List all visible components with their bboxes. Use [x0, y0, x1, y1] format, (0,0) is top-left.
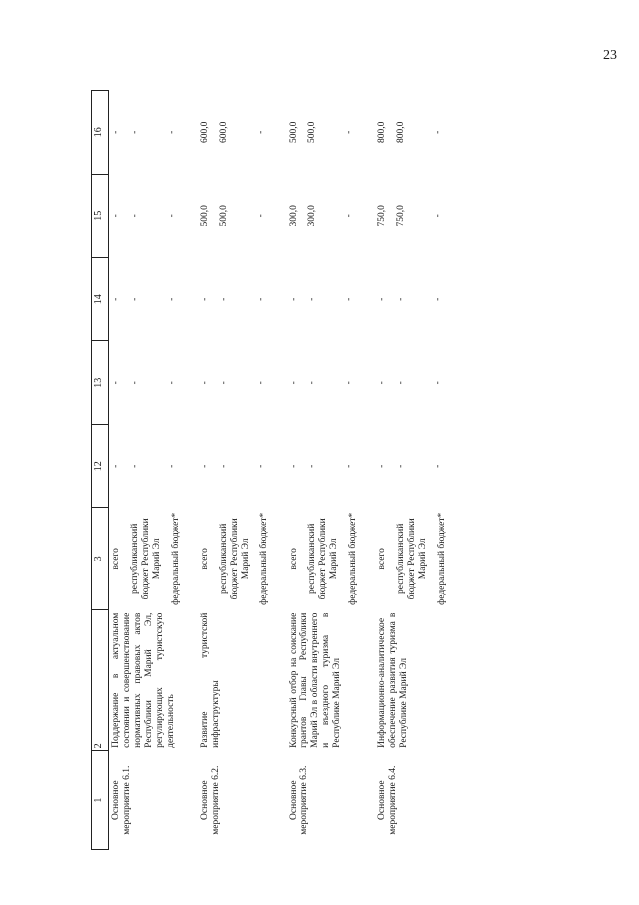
- event-description-cell: Конкурсный отбор на соискание грантов Главы Республики Марий Эл в области внутреннего и въездного туризма в Республике Марий Эл: [288, 612, 343, 748]
- table-row: [109, 91, 188, 850]
- page-number: 23: [603, 48, 617, 63]
- funding-source-label: республиканский бюджет Республики Марий Эл: [396, 518, 429, 600]
- spacer-cell: [277, 424, 287, 507]
- value-item: -: [166, 464, 177, 468]
- spacer-cell: [188, 751, 198, 850]
- funding-source-label: федеральный бюджет*: [259, 512, 270, 605]
- value-item: -: [433, 381, 444, 385]
- event-code-cell: Основное мероприятие 6.1.: [111, 765, 132, 835]
- value-cell-14: [287, 258, 366, 341]
- funding-source-cell: [287, 508, 366, 610]
- value-item: -: [433, 297, 444, 301]
- value-item: -: [433, 214, 444, 218]
- funding-source-label: федеральный бюджет*: [436, 512, 447, 605]
- value-cell-13: [198, 341, 277, 424]
- spacer-cell: [277, 341, 287, 424]
- header-col-16: 16: [92, 91, 109, 175]
- budget-table: [91, 90, 454, 850]
- value-cell-12: [198, 424, 277, 507]
- value-item: -: [344, 214, 355, 218]
- value-item: -: [166, 297, 177, 301]
- value-item: -: [111, 381, 121, 385]
- value-item: 300,0: [307, 205, 318, 227]
- spacer-cell: [277, 91, 287, 175]
- spacer-cell: [277, 508, 287, 610]
- header-col-1: 1: [92, 751, 109, 850]
- value-cell-13: [109, 341, 188, 424]
- value-item: 600,0: [199, 121, 210, 143]
- value-item: -: [288, 464, 299, 468]
- spacer-cell: [188, 258, 198, 341]
- row-spacer: [277, 91, 287, 850]
- value-item: -: [377, 381, 388, 385]
- value-item: -: [288, 381, 299, 385]
- header-col-12: 12: [92, 424, 109, 507]
- value-item: 500,0: [218, 205, 229, 227]
- event-description-cell: Развитие туристской инфраструктуры: [199, 612, 221, 748]
- funding-source-cell: [375, 508, 454, 610]
- table-row: [198, 91, 277, 850]
- value-item: -: [129, 464, 140, 468]
- value-item: -: [111, 464, 121, 468]
- spacer-cell: [365, 174, 375, 257]
- rotated-table-container: [91, 90, 621, 850]
- spacer-cell: [277, 610, 287, 751]
- value-cell-15: [109, 174, 188, 257]
- value-item: 750,0: [377, 205, 388, 227]
- value-item: -: [396, 381, 407, 385]
- value-cell-12: [109, 424, 188, 507]
- value-cell-14: [198, 258, 277, 341]
- spacer-cell: [365, 508, 375, 610]
- funding-source-label: республиканский бюджет Республики Марий Эл: [129, 518, 162, 600]
- event-code-cell: Основное мероприятие 6.3.: [288, 765, 310, 835]
- value-item: -: [166, 130, 177, 134]
- value-item: 600,0: [218, 121, 229, 143]
- value-item: -: [199, 297, 210, 301]
- value-cell-12: [375, 424, 454, 507]
- funding-source-label: всего: [288, 548, 299, 570]
- value-item: -: [307, 297, 318, 301]
- header-col-3: 3: [92, 508, 109, 610]
- header-col-15: 15: [92, 174, 109, 257]
- funding-source-cell: [109, 508, 188, 610]
- funding-source-label: федеральный бюджет*: [170, 512, 181, 605]
- value-item: -: [377, 464, 388, 468]
- value-item: -: [255, 130, 266, 134]
- value-cell-16: [375, 91, 454, 175]
- header-col-14: 14: [92, 258, 109, 341]
- value-item: -: [307, 464, 318, 468]
- value-item: -: [433, 464, 444, 468]
- value-item: -: [396, 464, 407, 468]
- value-item: -: [199, 381, 210, 385]
- value-item: -: [396, 297, 407, 301]
- value-item: -: [111, 130, 121, 134]
- spacer-cell: [365, 341, 375, 424]
- spacer-cell: [365, 91, 375, 175]
- row-spacer: [188, 91, 198, 850]
- value-item: 800,0: [377, 121, 388, 143]
- value-item: -: [111, 214, 121, 218]
- value-item: -: [344, 381, 355, 385]
- spacer-cell: [365, 610, 375, 751]
- table-body: [109, 91, 455, 850]
- funding-source-label: всего: [111, 548, 121, 570]
- spacer-cell: [365, 258, 375, 341]
- value-cell-12: [287, 424, 366, 507]
- funding-source-cell: [198, 508, 277, 610]
- spacer-cell: [365, 751, 375, 850]
- value-item: -: [166, 381, 177, 385]
- value-cell-16: [109, 91, 188, 175]
- value-item: 750,0: [396, 205, 407, 227]
- header-col-13: 13: [92, 341, 109, 424]
- value-item: -: [377, 297, 388, 301]
- value-cell-15: [375, 174, 454, 257]
- value-item: -: [288, 297, 299, 301]
- value-item: -: [129, 214, 140, 218]
- spacer-cell: [277, 751, 287, 850]
- value-item: -: [218, 297, 229, 301]
- header-col-2: 2: [92, 610, 109, 751]
- spacer-cell: [188, 610, 198, 751]
- row-spacer: [365, 91, 375, 850]
- value-item: -: [111, 297, 121, 301]
- value-item: 500,0: [307, 121, 318, 143]
- funding-source-label: всего: [199, 548, 210, 570]
- funding-source-label: республиканский бюджет Республики Марий Эл: [218, 518, 251, 600]
- spacer-cell: [188, 174, 198, 257]
- value-item: 500,0: [199, 205, 210, 227]
- value-cell-15: [287, 174, 366, 257]
- funding-source-label: республиканский бюджет Республики Марий Эл: [307, 518, 340, 600]
- table-row: [287, 91, 366, 850]
- value-cell-13: [375, 341, 454, 424]
- spacer-cell: [365, 424, 375, 507]
- value-item: -: [166, 214, 177, 218]
- value-item: -: [344, 297, 355, 301]
- spacer-cell: [188, 424, 198, 507]
- funding-source-label: федеральный бюджет*: [348, 512, 359, 605]
- event-code-cell: Основное мероприятие 6.2.: [199, 765, 221, 835]
- value-item: -: [218, 381, 229, 385]
- value-cell-16: [287, 91, 366, 175]
- value-item: -: [255, 381, 266, 385]
- header-row: [92, 91, 109, 850]
- table-row: [375, 91, 454, 850]
- value-item: -: [129, 130, 140, 134]
- value-cell-15: [198, 174, 277, 257]
- value-item: -: [129, 381, 140, 385]
- value-item: -: [344, 130, 355, 134]
- value-item: -: [218, 464, 229, 468]
- value-item: -: [255, 464, 266, 468]
- spacer-cell: [277, 258, 287, 341]
- value-item: -: [129, 297, 140, 301]
- value-cell-14: [109, 258, 188, 341]
- value-item: -: [344, 464, 355, 468]
- spacer-cell: [277, 174, 287, 257]
- value-item: -: [255, 214, 266, 218]
- value-cell-14: [375, 258, 454, 341]
- spacer-cell: [188, 341, 198, 424]
- value-item: 300,0: [288, 205, 299, 227]
- event-code-cell: Основное мероприятие 6.4.: [377, 765, 399, 835]
- value-item: -: [433, 130, 444, 134]
- value-cell-16: [198, 91, 277, 175]
- spacer-cell: [188, 508, 198, 610]
- value-item: -: [307, 381, 318, 385]
- spacer-cell: [188, 91, 198, 175]
- event-description-cell: Информационно-аналитическое обеспечение развития туризма в Республике Марий Эл: [377, 612, 410, 748]
- value-item: -: [255, 297, 266, 301]
- value-item: 500,0: [288, 121, 299, 143]
- value-cell-13: [287, 341, 366, 424]
- funding-source-label: всего: [377, 548, 388, 570]
- value-item: 800,0: [396, 121, 407, 143]
- event-description-cell: Поддержание в актуальном состоянии и совершенствование нормативных правовых актов Республики Марий Эл, регулирующих туристскую деятельность: [111, 612, 176, 748]
- value-item: -: [199, 464, 210, 468]
